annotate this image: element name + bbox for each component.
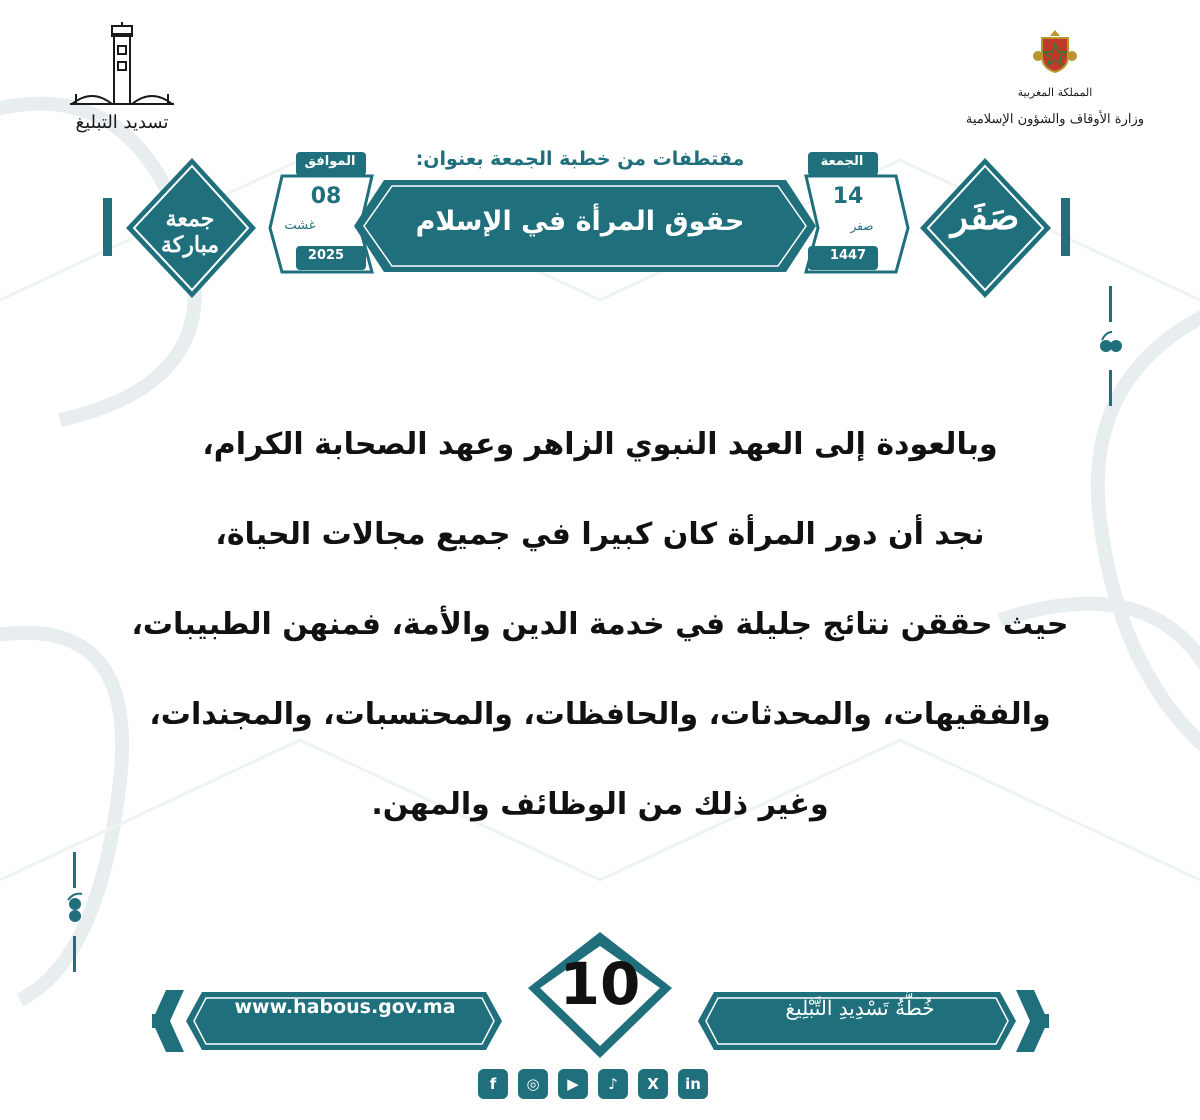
hijri-month: صفر [850, 219, 874, 233]
campaign-logo-text: تسديد التبليغ [75, 112, 169, 133]
instagram-icon[interactable]: ◎ [518, 1069, 548, 1099]
facebook-icon[interactable]: f [478, 1069, 508, 1099]
gregorian-day: 08 [310, 184, 342, 209]
quote-open-icon [1096, 286, 1126, 406]
month-calligraphy: صَفَر [950, 196, 1020, 238]
gregorian-month: غشت [284, 218, 316, 233]
excerpt-line: نجد أن دور المرأة كان كبيرا في جميع مجالات الحياة، [215, 517, 985, 552]
hijri-day: 14 [832, 184, 864, 209]
ministry-text: وزارة الأوقاف والشؤون الإسلامية [965, 112, 1145, 127]
hijri-year: 1447 [829, 248, 867, 263]
excerpt-line: وبالعودة إلى العهد النبوي الزاهر وعهد الصحابة الكرام، [202, 427, 998, 462]
page-number: 10 [559, 950, 641, 1018]
linkedin-icon[interactable]: in [678, 1069, 708, 1099]
excerpt-line: حيث حققن نتائج جليلة في خدمة الدين والأمة، فمنهن الطبيبات، [131, 607, 1069, 642]
social-links [478, 1069, 708, 1101]
kingdom-text: المملكة المغربية [1017, 86, 1093, 99]
x-icon[interactable]: X [638, 1069, 668, 1099]
banner-intro: مقتطفات من خطبة الجمعة بعنوان: [415, 148, 745, 170]
khutba-excerpt [80, 400, 1120, 850]
hijri-label: الجمعة [820, 154, 864, 169]
royal-emblem-icon [1030, 26, 1080, 76]
tiktok-icon[interactable]: ♪ [598, 1069, 628, 1099]
excerpt-line: وغير ذلك من الوظائف والمهن. [371, 787, 829, 822]
website-link[interactable]: www.habous.gov.ma [234, 996, 456, 1018]
jumua-calligraphy: جمعة مباركة [160, 206, 220, 258]
khutba-title: حقوق المرأة في الإسلام [415, 206, 745, 237]
gregorian-year: 2025 [307, 248, 345, 263]
youtube-icon[interactable]: ▶ [558, 1069, 588, 1099]
gregorian-label: الموافق [304, 154, 356, 169]
campaign-name: خُطَّةُ تَسْدِيدِ التَّبْلِيغ [785, 996, 935, 1020]
excerpt-line: والفقيهات، والمحدثات، والحافظات، والمحتسبات، والمجندات، [149, 697, 1051, 732]
